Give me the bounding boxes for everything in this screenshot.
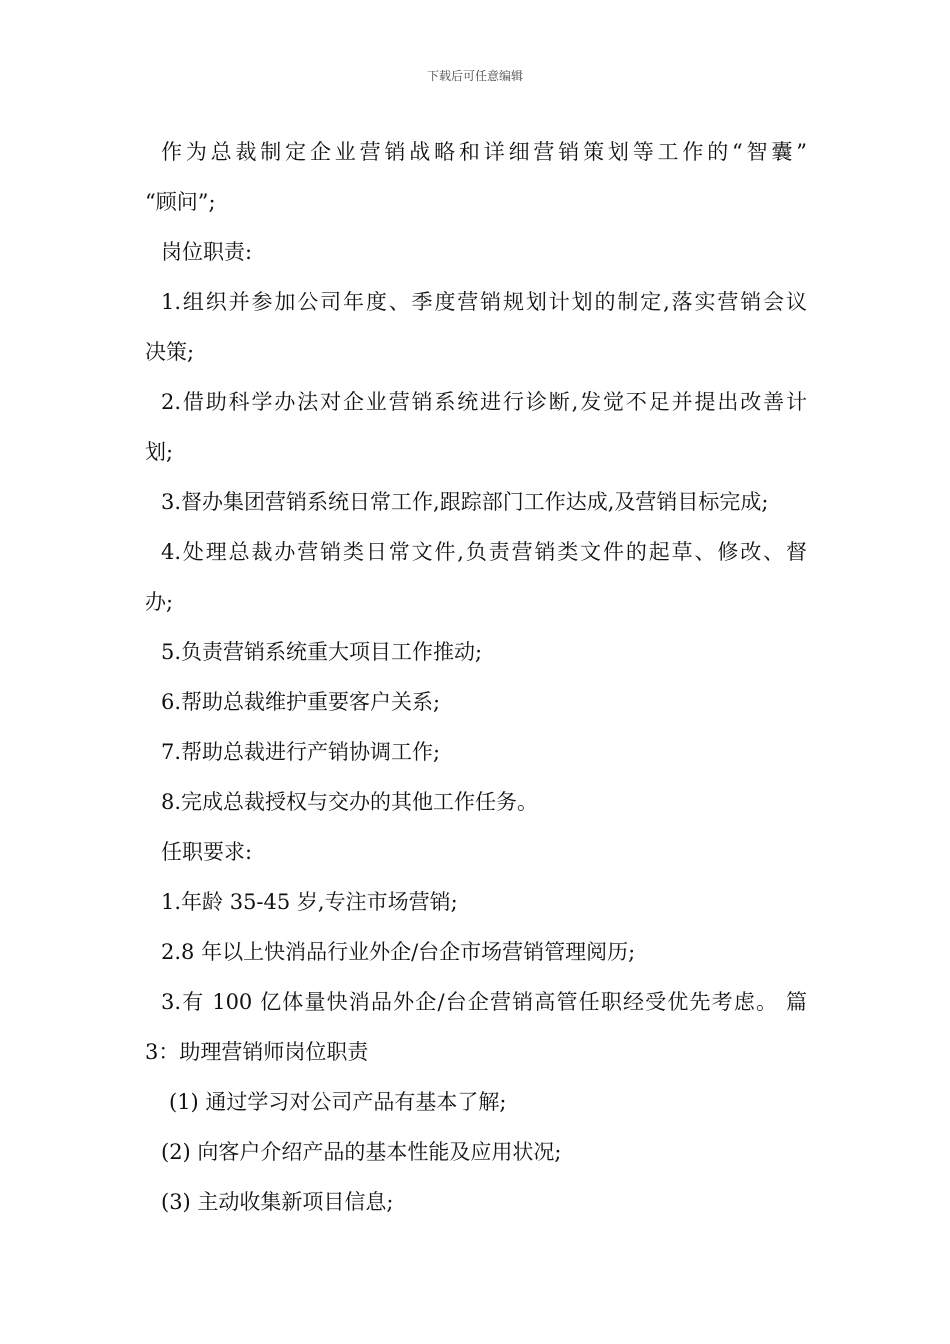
paragraph-line: “顾问”; bbox=[145, 190, 216, 214]
list-item-continuation: 决策; bbox=[145, 340, 195, 364]
list-item-continuation: 划; bbox=[145, 440, 174, 464]
list-item: 3.督办集团营销系统日常工作,跟踪部门工作达成,及营销目标完成; bbox=[161, 490, 769, 514]
section-heading: 岗位职责: bbox=[161, 240, 253, 264]
list-item: 2.8 年以上快消品行业外企/台企市场营销管理阅历; bbox=[161, 940, 636, 964]
list-item: 2.借助科学办法对企业营销系统进行诊断,发觉不足并提出改善计 bbox=[161, 390, 807, 414]
list-item: 1.组织并参加公司年度、季度营销规划计划的制定,落实营销会议 bbox=[161, 290, 807, 314]
list-item-continuation: 办; bbox=[145, 590, 174, 614]
list-item: 4.处理总裁办营销类日常文件,负责营销类文件的起草、修改、督 bbox=[161, 540, 807, 564]
page-header: 下载后可任意编辑 bbox=[426, 69, 523, 83]
list-item: 7.帮助总裁进行产销协调工作; bbox=[161, 740, 441, 764]
list-item: 6.帮助总裁维护重要客户关系; bbox=[161, 690, 441, 714]
list-item: (3) 主动收集新项目信息; bbox=[161, 1190, 394, 1214]
list-item: (1) 通过学习对公司产品有基本了解; bbox=[169, 1090, 507, 1114]
list-item: (2) 向客户介绍产品的基本性能及应用状况; bbox=[161, 1140, 562, 1164]
list-item: 5.负责营销系统重大项目工作推动; bbox=[161, 640, 483, 664]
section-title: 3：助理营销师岗位职责 bbox=[145, 1040, 369, 1064]
section-heading: 任职要求: bbox=[161, 840, 253, 864]
list-item: 3.有 100 亿体量快消品外企/台企营销高管任职经受优先考虑。 篇 bbox=[161, 990, 807, 1014]
paragraph-line: 作为总裁制定企业营销战略和详细营销策划等工作的“智囊” bbox=[161, 140, 807, 164]
list-item: 8.完成总裁授权与交办的其他工作任务。 bbox=[161, 790, 539, 814]
list-item: 1.年龄 35-45 岁,专注市场营销; bbox=[161, 890, 458, 914]
document-body bbox=[145, 132, 807, 1232]
